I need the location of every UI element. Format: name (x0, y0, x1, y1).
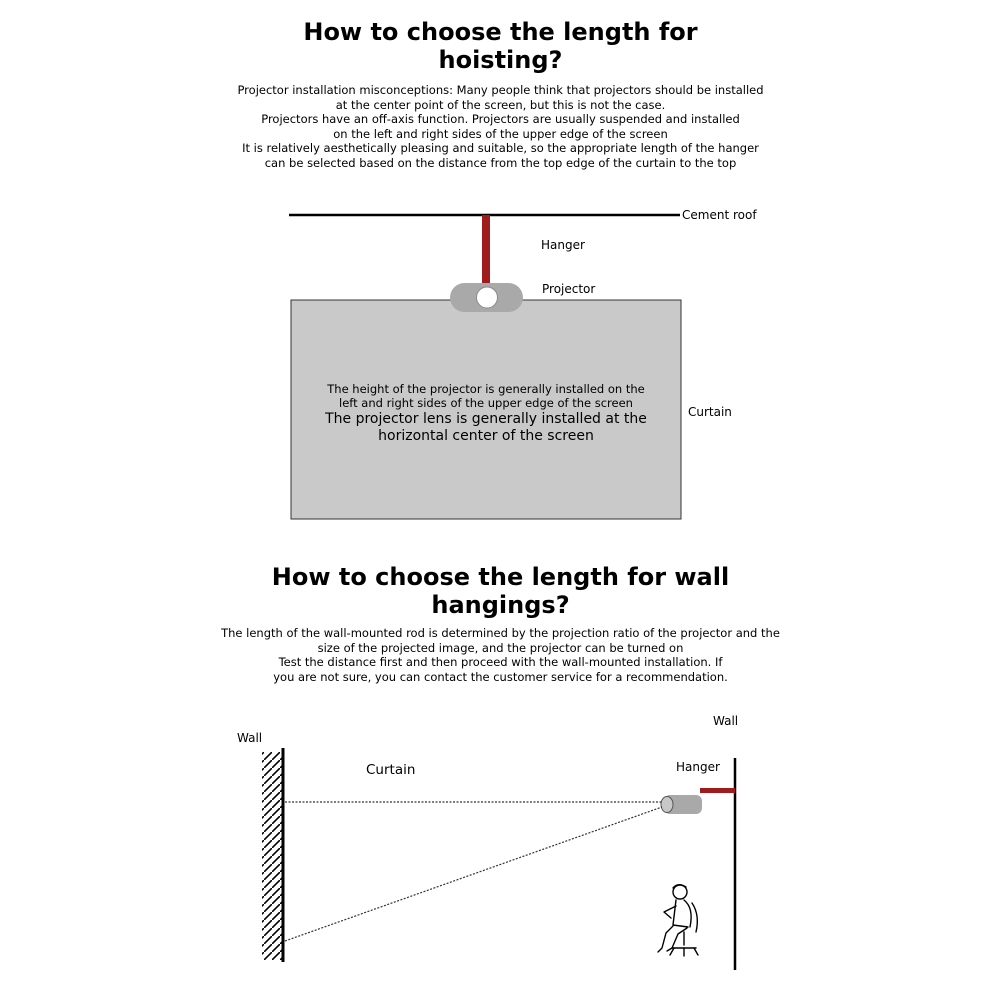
wall-curtain-label: Curtain (366, 762, 416, 778)
section2-paragraph (0, 626, 1001, 684)
section2-paragraph-line: The length of the wall-mounted rod is determined by the projection ratio of the projector and the (221, 626, 780, 640)
section2-title-line1: How to choose the length for wall (271, 563, 730, 591)
section1-paragraph-line: Projector installation misconceptions: Many people think that projectors should be installed (237, 83, 764, 97)
section2-title-line2: hangings? (431, 591, 570, 619)
screen-note-line: left and right sides of the upper edge of the screen (339, 396, 633, 410)
section1-paragraph-line: Projectors have an off-axis function. Projectors are usually suspended and installed (261, 112, 740, 126)
section1-title-line1: How to choose the length for (303, 18, 698, 46)
screen-note-line: The projector lens is generally installed at the (325, 411, 647, 427)
section1-title-line2: hoisting? (438, 46, 563, 74)
section2-paragraph-line: Test the distance first and then proceed with the wall-mounted installation. If (278, 655, 723, 669)
curtain-label: Curtain (688, 405, 732, 419)
left-wall-label: Wall (237, 731, 263, 745)
screen-note-line: horizontal center of the screen (378, 428, 594, 444)
projection-beam-bottom (285, 807, 662, 941)
section2-paragraph-line: you are not sure, you can contact the customer service for a recommendation. (273, 669, 728, 684)
seated-person-icon (658, 885, 698, 956)
right-wall-label: Wall (713, 714, 739, 728)
wall-projector-lens-icon (661, 797, 673, 813)
cement-roof-label: Cement roof (682, 208, 757, 222)
hanger-rod (482, 215, 490, 285)
projector-label: Projector (542, 282, 596, 296)
section1-paragraph-line: on the left and right sides of the upper edge of the screen (333, 126, 668, 141)
section2-paragraph-line: size of the projected image, and the projector can be turned on (317, 640, 684, 655)
section1-paragraph-line: It is relatively aesthetically pleasing and suitable, so the appropriate length of the hanger (242, 141, 759, 155)
wall-hanger-rod (700, 788, 735, 793)
projector-lens-icon (477, 287, 498, 308)
section1-paragraph-line: can be selected based on the distance from the top edge of the curtain to the top (264, 155, 737, 170)
hanger-label: Hanger (541, 238, 585, 252)
wall-hanger-label: Hanger (676, 760, 720, 774)
screen-note (291, 382, 681, 445)
section2-title (0, 563, 1001, 619)
section1-paragraph-line: at the center point of the screen, but this is not the case. (335, 97, 666, 112)
screen-note-line: The height of the projector is generally installed on the (327, 382, 645, 396)
left-wall-hatch (262, 752, 282, 960)
